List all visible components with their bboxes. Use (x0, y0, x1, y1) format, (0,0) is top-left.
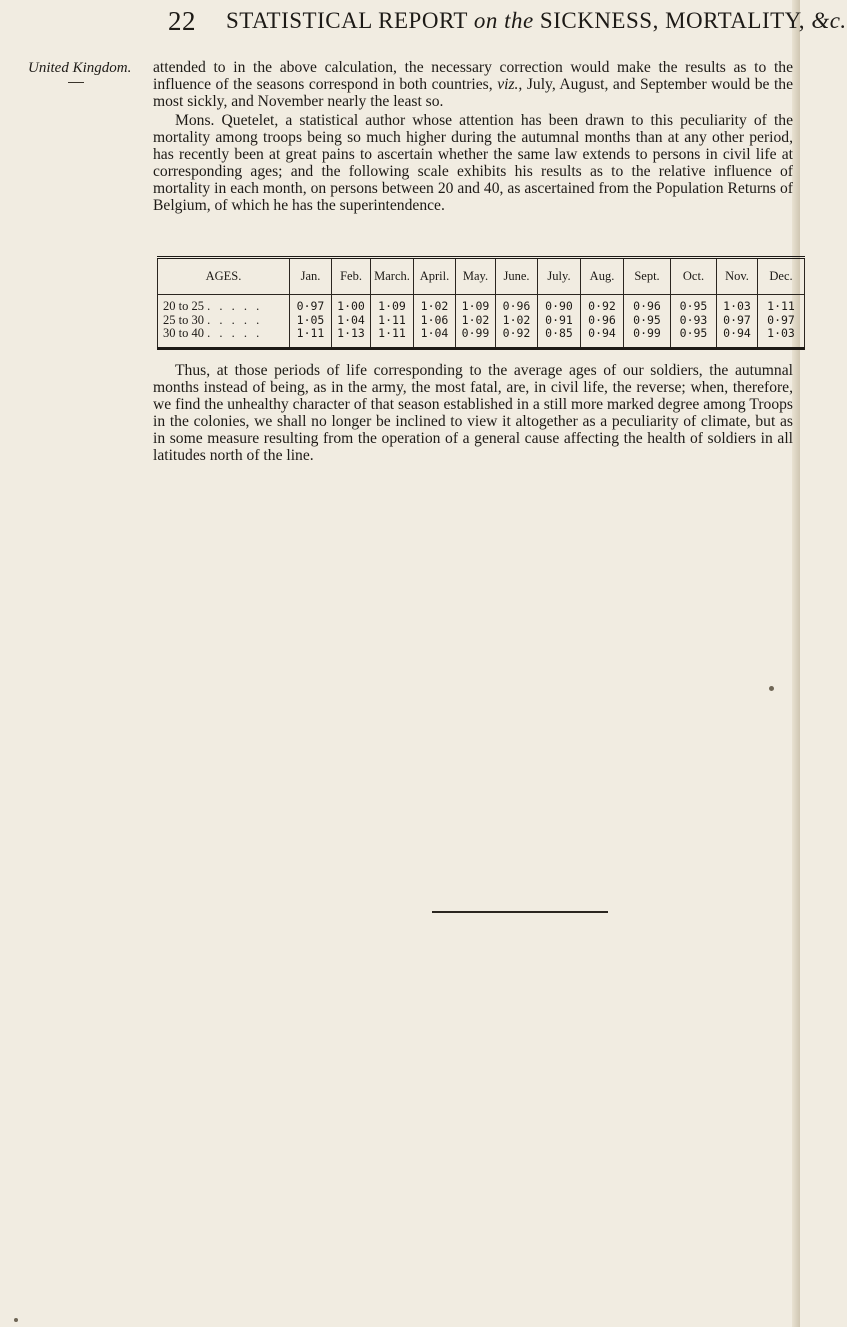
value-cell: 0·97 (717, 314, 758, 328)
value-cell: 0·99 (456, 327, 496, 348)
value-cell: 1·03 (717, 295, 758, 314)
ink-speck (769, 686, 774, 691)
value-cell: 1·09 (456, 295, 496, 314)
age-cell: 20 to 25 . . . . . (158, 295, 290, 314)
value-cell: 1·02 (414, 295, 456, 314)
header-dec: Dec. (758, 258, 805, 295)
value-cell: 1·02 (456, 314, 496, 328)
value-cell: 0·92 (581, 295, 624, 314)
mortality-table-wrap (157, 256, 795, 352)
value-cell: 1·04 (414, 327, 456, 348)
value-cell: 1·13 (332, 327, 371, 348)
value-cell: 0·85 (538, 327, 581, 348)
value-cell: 0·95 (624, 314, 671, 328)
paragraph-1-viz: viz., (497, 75, 523, 93)
mortality-table (157, 256, 805, 350)
running-title (226, 8, 847, 34)
table-header-row (158, 258, 805, 295)
header-nov: Nov. (717, 258, 758, 295)
header-aug: Aug. (581, 258, 624, 295)
table-row (158, 295, 805, 314)
value-cell: 0·95 (671, 327, 717, 348)
table-row (158, 327, 805, 348)
value-cell: 0·99 (624, 327, 671, 348)
page-header (0, 4, 847, 38)
value-cell: 0·96 (624, 295, 671, 314)
value-cell: 1·03 (758, 327, 805, 348)
value-cell: 0·97 (758, 314, 805, 328)
title-on-the: on the (473, 8, 534, 33)
paragraph-1 (153, 60, 793, 111)
value-cell: 0·94 (581, 327, 624, 348)
value-cell: 0·97 (290, 295, 332, 314)
value-cell: 1·04 (332, 314, 371, 328)
margin-note: United Kingdom. (28, 60, 132, 76)
value-cell: 0·95 (671, 295, 717, 314)
paragraph-1-before: attended to in the above calculation, the necessary correction would make the results as to the influence of the seasons correspond in both countries, (153, 59, 793, 93)
value-cell: 0·91 (538, 314, 581, 328)
header-march: March. (371, 258, 414, 295)
header-oct: Oct. (671, 258, 717, 295)
age-cell: 25 to 30 . . . . . (158, 314, 290, 328)
page-edge (792, 0, 800, 1327)
header-april: April. (414, 258, 456, 295)
value-cell: 0·96 (581, 314, 624, 328)
ink-speck (14, 1318, 18, 1322)
value-cell: 1·11 (758, 295, 805, 314)
page-number: 22 (168, 6, 196, 36)
paragraph-1-after: July, August, and September would be the most sickly, and November nearly the least so. (153, 75, 793, 110)
margin-dash (68, 82, 84, 83)
header-may: May. (456, 258, 496, 295)
value-cell: 1·11 (371, 314, 414, 328)
value-cell: 1·02 (496, 314, 538, 328)
header-jan: Jan. (290, 258, 332, 295)
value-cell: 0·94 (717, 327, 758, 348)
title-prefix: STATISTICAL REPORT (226, 8, 468, 33)
value-cell: 0·90 (538, 295, 581, 314)
value-cell: 1·00 (332, 295, 371, 314)
value-cell: 1·11 (290, 327, 332, 348)
header-sept: Sept. (624, 258, 671, 295)
header-feb: Feb. (332, 258, 371, 295)
value-cell: 1·05 (290, 314, 332, 328)
table-row (158, 314, 805, 328)
title-main: SICKNESS, MORTALITY, (539, 8, 806, 33)
header-june: June. (496, 258, 538, 295)
value-cell: 1·11 (371, 327, 414, 348)
paragraph-3: Thus, at those periods of life corresponding to the average ages of our soldiers, the autumnal months instead of being, as in the army, the most fatal, are, in civil life, the reverse; when, therefore, we find the unhealthy character of that season established in a still more marked degree among Troops in the colonies, we shall no longer be inclined to view it altogether as a peculiarity of climate, but as in some measure resulting from the operation of a general cause affecting the health of soldiers in all latitudes north of the line. (153, 362, 793, 464)
title-suffix: &c. (811, 8, 847, 33)
age-cell: 30 to 40 . . . . . (158, 327, 290, 348)
value-cell: 1·06 (414, 314, 456, 328)
value-cell: 1·09 (371, 295, 414, 314)
header-ages: AGES. (158, 258, 290, 295)
header-july: July. (538, 258, 581, 295)
value-cell: 0·92 (496, 327, 538, 348)
value-cell: 0·93 (671, 314, 717, 328)
value-cell: 0·96 (496, 295, 538, 314)
paragraph-2: Mons. Quetelet, a statistical author whose attention has been drawn to this peculiarity of the mortality among troops being so much higher during the autumnal months than at any other period, has recently been at great pains to ascertain whether the same law extends to persons in civil life at corresponding ages; and the following scale exhibits his results as to the relative influence of mortality in each month, on persons between 20 and 40, as ascertained from the Population Returns of Belgium, of which he has the superintendence. (153, 112, 793, 214)
horizontal-rule (432, 911, 608, 913)
